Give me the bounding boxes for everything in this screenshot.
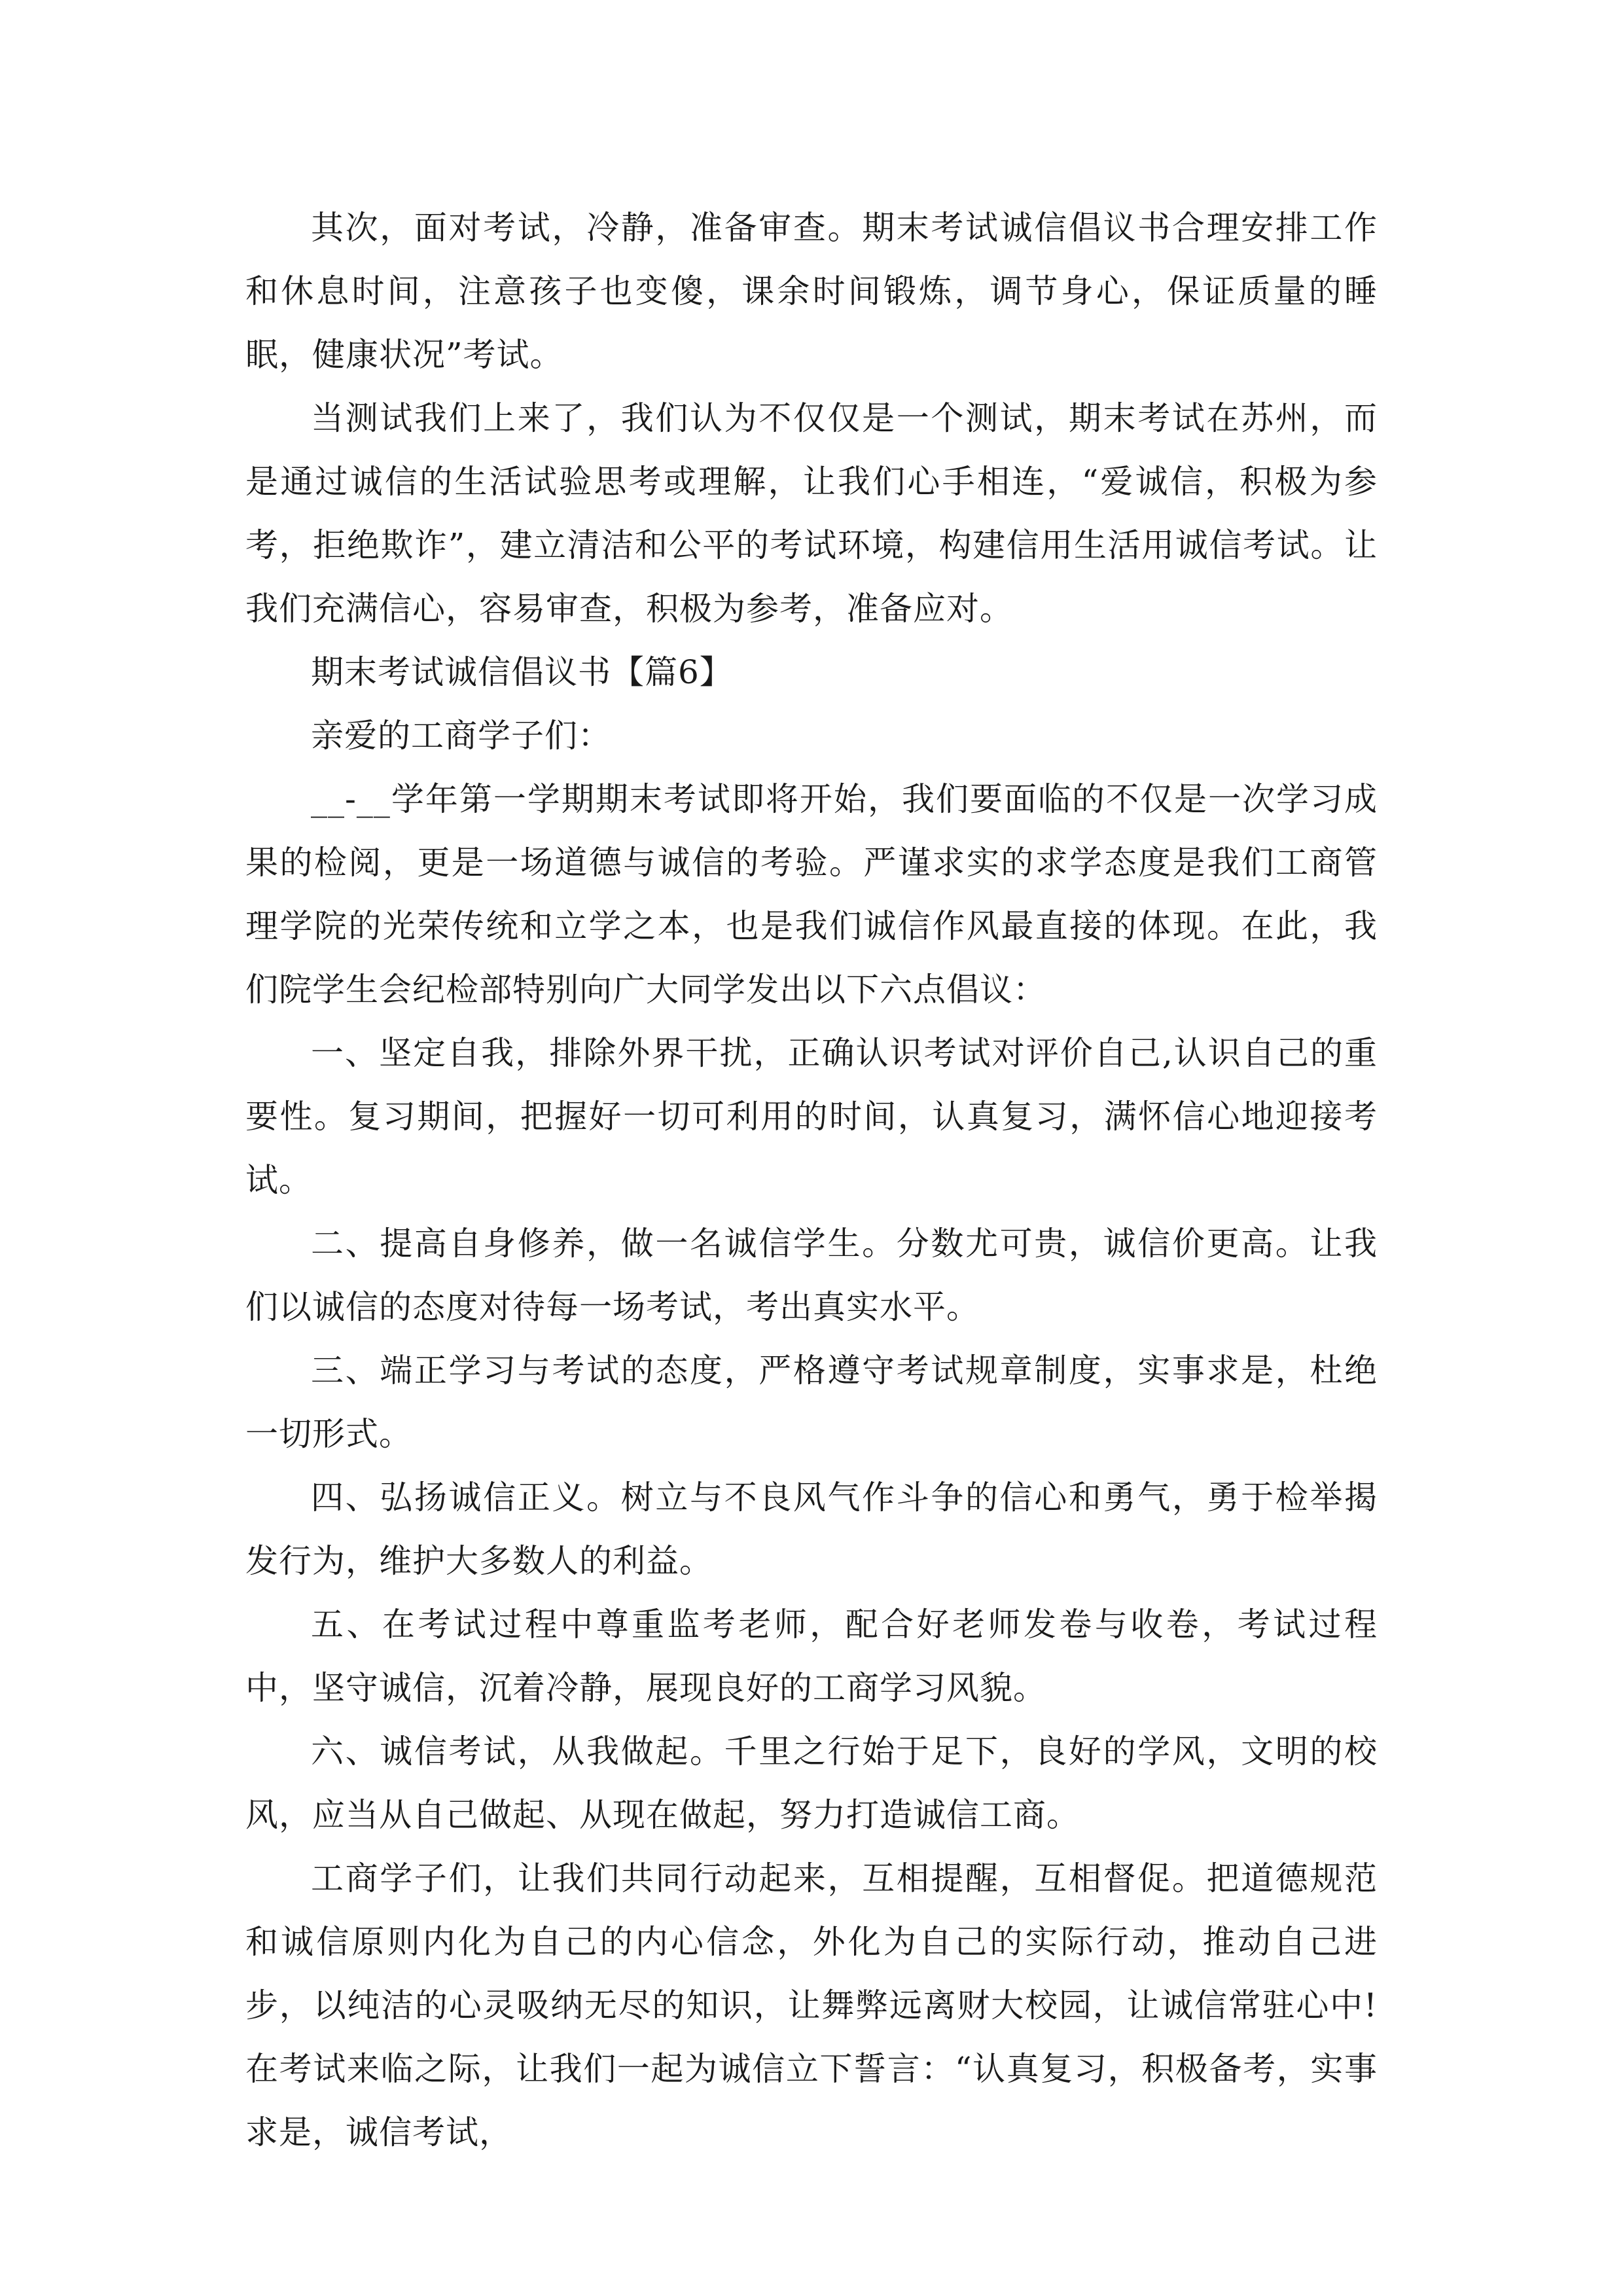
proposal-item-6: 六、诚信考试，从我做起。千里之行始于足下，良好的学风，文明的校风，应当从自己做起、从现在做起，努力打造诚信工商。 <box>245 1732 1378 1834</box>
paragraph-exam-preparation: 其次，面对考试，冷静，准备审查。期末考试诚信倡议书合理安排工作和休息时间，注意孩子也变傻，课余时间锻炼，调节身心，保证质量的睡眠，健康状况”考试。 <box>245 209 1378 374</box>
document-body <box>245 196 1378 2164</box>
proposal-item-1: 一、坚定自我，排除外界干扰，正确认识考试对评价自己,认识自己的重要性。复习期间，把握好一切可利用的时间，认真复习，满怀信心地迎接考试。 <box>245 1034 1378 1199</box>
paragraph-intro: __-__学年第一学期期末考试即将开始，我们要面临的不仅是一次学习成果的检阅，更是一场道德与诚信的考验。严谨求实的求学态度是我们工商管理学院的光荣传统和立学之本，也是我们诚信作风最直接的体现。在此，我们院学生会纪检部特别向广大同学发出以下六点倡议： <box>245 780 1378 1009</box>
proposal-item-2: 二、提高自身修养，做一名诚信学生。分数尤可贵，诚信价更高。让我们以诚信的态度对待每一场考试，考出真实水平。 <box>245 1225 1378 1326</box>
paragraph-closing: 工商学子们，让我们共同行动起来，互相提醒，互相督促。把道德规范和诚信原则内化为自己的内心信念，外化为自己的实际行动，推动自己进步，以纯洁的心灵吸纳无尽的知识，让舞弊远离财大校园，让诚信常驻心中!在考试来临之际，让我们一起为诚信立下誓言：“认真复习，积极备考，实事求是，诚信考试， <box>245 1859 1378 2151</box>
paragraph-honest-testing: 当测试我们上来了，我们认为不仅仅是一个测试，期末考试在苏州，而是通过诚信的生活试验思考或理解，让我们心手相连，“爱诚信，积极为参考，拒绝欺诈”，建立清洁和公平的考试环境，构建信用生活用诚信考试。让我们充满信心，容易审查，积极为参考，准备应对。 <box>245 399 1378 628</box>
salutation: 亲爱的工商学子们： <box>311 717 611 755</box>
proposal-item-3: 三、端正学习与考试的态度，严格遵守考试规章制度，实事求是，杜绝一切形式。 <box>245 1352 1378 1453</box>
section-heading: 期末考试诚信倡议书【篇6】 <box>311 653 733 691</box>
proposal-item-5: 五、在考试过程中尊重监考老师，配合好老师发卷与收卷，考试过程中，坚守诚信，沉着冷静，展现良好的工商学习风貌。 <box>245 1605 1378 1707</box>
proposal-item-4: 四、弘扬诚信正义。树立与不良风气作斗争的信心和勇气，勇于检举揭发行为，维护大多数人的利益。 <box>245 1479 1378 1580</box>
